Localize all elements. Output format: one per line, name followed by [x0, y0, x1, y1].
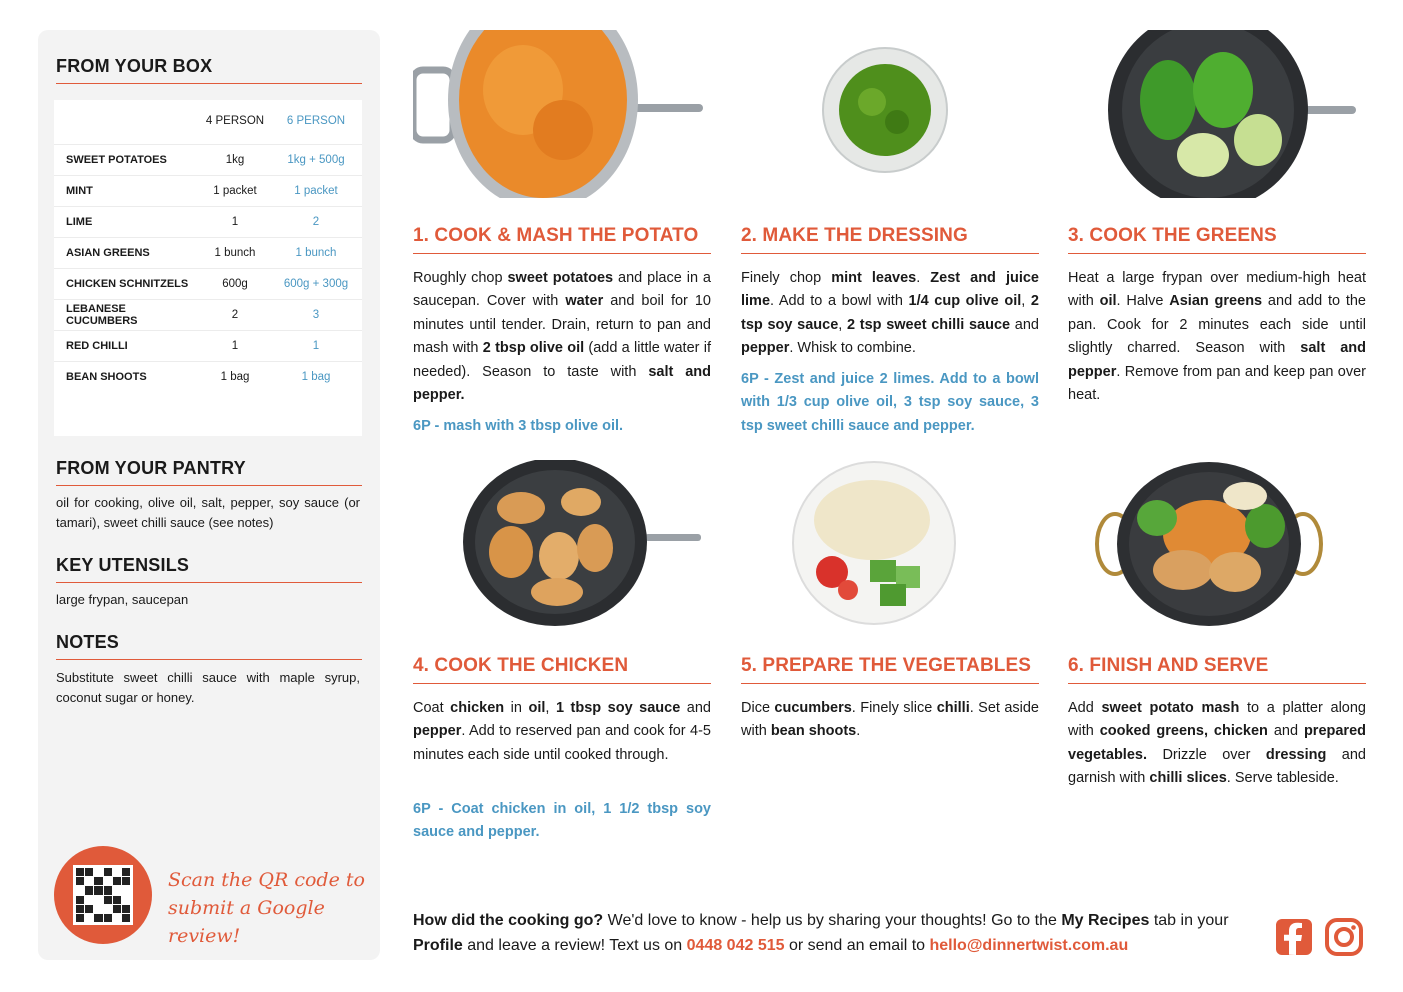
col-4-person: 4 PERSON [205, 115, 265, 128]
ingredient-qty-6: 600g + 300g [270, 268, 362, 299]
sidebar [38, 30, 380, 960]
ingredient-qty-6: 2 [270, 206, 362, 237]
ingredient-name: BEAN SHOOTS [54, 361, 200, 392]
step-body: Finely chop mint leaves. Zest and juice lime. Add to a bowl with 1/4 cup olive oil, 2 tsp soy sauce, 2 tsp sweet chilli sauce and pepper. Whisk to combine. [741, 270, 1039, 357]
step-6p-note: 6P - Coat chicken in oil, 1 1/2 tbsp soy sauce and pepper. [413, 801, 711, 841]
ingredient-qty-4: 2 [200, 299, 270, 330]
ingredient-row [54, 175, 362, 206]
qr-caption-line2: submit a Google review! [168, 897, 325, 947]
step-title: 4. COOK THE CHICKEN [413, 655, 711, 684]
ingredient-qty-6: 1 packet [270, 175, 362, 206]
step-title: 5. PREPARE THE VEGETABLES [741, 655, 1039, 684]
step-title: 1. COOK & MASH THE POTATO [413, 225, 711, 254]
step-6p-note: 6P - Zest and juice 2 limes. Add to a bowl with 1/3 cup olive oil, 3 tsp soy sauce, 3 tsp sweet chilli sauce and pepper. [741, 371, 1039, 434]
finished-dish-image [1095, 460, 1323, 628]
ingredient-qty-4: 1 bunch [200, 237, 270, 268]
ingredient-qty-4: 1 bag [200, 361, 270, 392]
step-title: 3. COOK THE GREENS [1068, 225, 1366, 254]
ingredient-row [54, 144, 362, 175]
sweet-potato-mash-image [413, 30, 703, 198]
pantry-text: oil for cooking, olive oil, salt, pepper, soy sauce (or tamari), sweet chilli sauce (see notes) [56, 495, 360, 530]
ingredient-qty-4: 1 packet [200, 175, 270, 206]
ingredient-row [54, 268, 362, 299]
ingredient-name: MINT [54, 175, 200, 206]
ingredient-name: LEBANESE CUCUMBERS [54, 299, 200, 330]
asian-greens-pan-image [1108, 30, 1358, 198]
footer-question: How did the cooking go? [413, 912, 604, 929]
utensils-title: KEY UTENSILS [56, 555, 362, 583]
box-title: FROM YOUR BOX [56, 56, 362, 84]
step-body: Dice cucumbers. Finely slice chilli. Set aside with bean shoots. [741, 700, 1039, 740]
ingredient-qty-4: 1kg [200, 144, 270, 175]
qr-code-pattern [73, 865, 133, 925]
phone-link[interactable]: 0448 042 515 [686, 937, 785, 954]
ingredient-qty-6: 1 bunch [270, 237, 362, 268]
ingredient-qty-4: 600g [200, 268, 270, 299]
notes-title: NOTES [56, 632, 362, 660]
step-title: 6. FINISH AND SERVE [1068, 655, 1366, 684]
ingredient-qty-4: 1 [200, 206, 270, 237]
my-recipes-link[interactable]: My Recipes [1061, 912, 1150, 929]
footer-text [413, 908, 1263, 958]
ingredient-row [54, 330, 362, 361]
footer-text-2: tab in your [1149, 912, 1229, 929]
ingredient-row [54, 237, 362, 268]
ingredient-name: CHICKEN SCHNITZELS [54, 268, 200, 299]
ingredient-row [54, 361, 362, 392]
step-title: 2. MAKE THE DRESSING [741, 225, 1039, 254]
step-body: Add sweet potato mash to a platter along with cooked greens, chicken and prepared vegetables. Drizzle over dressing and garnish with chilli slices. Serve tableside. [1068, 700, 1366, 787]
facebook-icon[interactable] [1275, 918, 1313, 956]
profile-link[interactable]: Profile [413, 937, 463, 954]
step-body: Roughly chop sweet potatoes and place in a saucepan. Cover with water and boil for 10 minutes until tender. Drain, return to pan and mash with 2 tbsp olive oil (add a little water if needed). Season to taste with salt and pepper. [413, 270, 711, 404]
ingredient-qty-6: 3 [270, 299, 362, 330]
ingredients-table [54, 100, 362, 436]
instagram-icon[interactable] [1325, 918, 1363, 956]
pantry-title: FROM YOUR PANTRY [56, 458, 362, 486]
footer-text-3: and leave a review! Text us on [462, 937, 687, 954]
step-6p-note: 6P - mash with 3 tbsp olive oil. [413, 418, 624, 434]
ingredient-qty-4: 1 [200, 330, 270, 361]
notes-text: Substitute sweet chilli sauce with maple syrup, coconut sugar or honey. [56, 670, 360, 705]
ingredient-qty-6: 1kg + 500g [270, 144, 362, 175]
step-body: Heat a large frypan over medium-high heat with oil. Halve Asian greens and add to the pan. Cook for 2 minutes each side until slightly charred. Season with salt and pepper. Remove from pan and keep pan over heat. [1068, 270, 1366, 404]
ingredient-name: SWEET POTATOES [54, 144, 200, 175]
qr-caption [168, 866, 368, 950]
utensils-text: large frypan, saucepan [56, 592, 189, 607]
ingredient-name: ASIAN GREENS [54, 237, 200, 268]
ingredient-qty-6: 1 [270, 330, 362, 361]
email-link[interactable]: hello@dinnertwist.com.au [929, 937, 1129, 954]
ingredient-row [54, 206, 362, 237]
footer-text-1: We'd love to know - help us by sharing your thoughts! Go to the [603, 912, 1062, 929]
mint-dressing-image [822, 47, 948, 173]
ingredient-qty-6: 1 bag [270, 361, 362, 392]
footer-text-4: or send an email to [784, 937, 930, 954]
col-6-person: 6 PERSON [286, 115, 346, 128]
chicken-pan-image [463, 460, 703, 628]
ingredient-row [54, 299, 362, 330]
ingredient-name: LIME [54, 206, 200, 237]
ingredient-name: RED CHILLI [54, 330, 200, 361]
qr-code[interactable] [54, 846, 152, 944]
step-body: Coat chicken in oil, 1 tbsp soy sauce and pepper. Add to reserved pan and cook for 4-5 minutes each side until cooked through. [413, 700, 711, 763]
qr-caption-line1: Scan the QR code to [168, 869, 365, 891]
vegetables-plate-image [792, 460, 956, 626]
